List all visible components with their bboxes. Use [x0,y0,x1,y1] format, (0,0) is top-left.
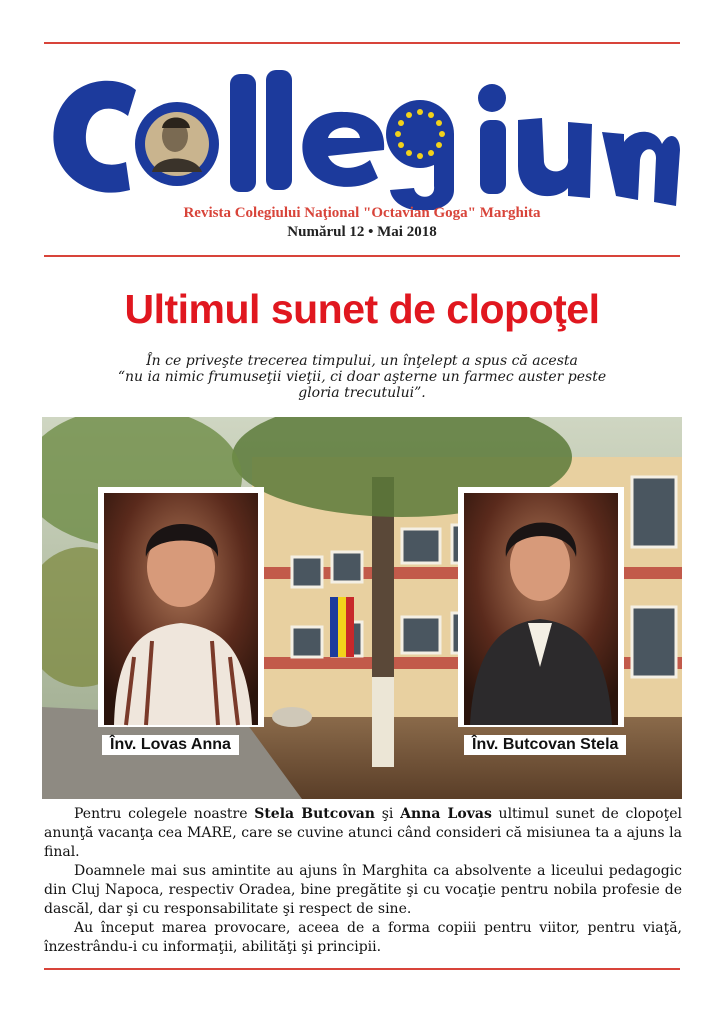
quote-line: “nu ia nimic frumuseţii vieţii, ci doar aşterne un farmec auster peste [117,369,607,385]
top-rule [44,42,680,44]
quote-line: În ce priveşte trecerea timpului, un înţelept a spus că acesta [146,353,578,369]
logo-letter-l1 [230,74,256,192]
masthead-subtitle: Revista Colegiului Naţional "Octavian Goga" Marghita [183,205,541,221]
bottom-rule [44,968,680,970]
article-quote [92,353,632,401]
name-stela: Stela Butcovan [254,806,375,822]
body-paragraph: Au început marea provocare, aceea de a forma copiii pentru viitor, pentru viaţă, înzestrându-i cu informaţii, abilităţi şi principii. [44,920,682,955]
caption-right: Înv. Butcovan Stela [464,735,626,755]
article-headline: Ultimul sunet de clopoţel [124,286,600,332]
logo-letter-l2 [266,70,292,190]
logo-letter-i [480,120,506,194]
name-anna: Anna Lovas [400,806,492,822]
body-paragraph: Pentru colegele noastre Stela Butcovan şi Anna Lovas ultimul sunet de clopoţel anunţă vacanţa cea MARE, care se cuvine atunci când consideri că misiunea ta a ajuns la final. [44,806,683,860]
masthead-rule [44,255,680,257]
logo-letter-c [53,81,136,193]
logo-dot-i [478,84,506,112]
masthead-logo [44,50,680,210]
body-paragraph: Doamnele mai sus amintite au ajuns în Marghita ca absolvente a liceului pedagogic din Cluj Napoca, respectiv Oradea, bine pregătite şi cu vocaţie pentru nobila profesie de dascăl, dar şi cu responsabilitate şi respect de sine. [44,863,682,917]
issue-number: Numărul 12 • Mai 2018 [287,224,437,240]
article-photo [42,417,682,799]
logo-letter-u [518,118,592,198]
logo-letter-m [602,132,680,206]
caption-left: Înv. Lovas Anna [102,735,239,755]
logo-letter-e [302,112,384,187]
quote-line: gloria trecutului”. [298,385,426,401]
article-body [44,805,682,957]
masthead [44,50,680,220]
